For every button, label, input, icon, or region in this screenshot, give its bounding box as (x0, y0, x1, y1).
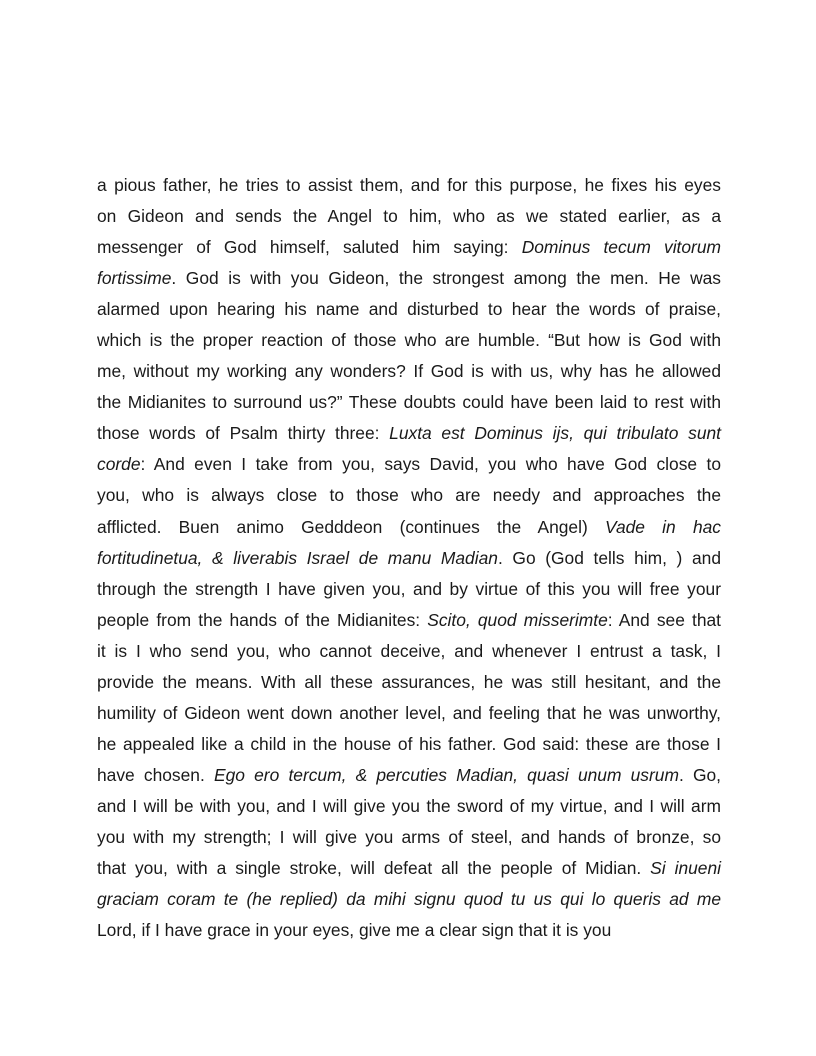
text-line (97, 232, 721, 263)
text-run: alarmed upon hearing his name and disturbed to hear the words of praise, (97, 299, 721, 320)
text-run: and I will be with you, and I will give you the sword of my virtue, and I will arm (97, 795, 721, 816)
text-line (97, 512, 721, 543)
text-run: have chosen. (97, 764, 214, 785)
text-line (97, 729, 721, 760)
text-run: that you, with a single stroke, will defeat all the people of Midian. (97, 858, 651, 879)
text-line (97, 170, 721, 201)
text-line (97, 636, 721, 667)
body-text (97, 170, 721, 946)
text-line (97, 263, 721, 294)
text-run: me, without my working any wonders? If God is with us, why has he allowed (97, 361, 721, 382)
text-run: a pious father, he tries to assist them, and for this purpose, he fixes his eyes (97, 175, 721, 195)
latin-quote: Ego ero tercum, & percuties Madian, quasi unum usrum (214, 764, 679, 785)
text-run: you with my strength; I will give you arms of steel, and hands of bronze, so (97, 826, 721, 847)
text-line (97, 605, 721, 636)
text-line (97, 387, 721, 418)
text-line (97, 418, 721, 449)
latin-quote: fortissime (97, 268, 172, 289)
text-line (97, 667, 721, 698)
text-run: he appealed like a child in the house of his father. God said: these are those I (97, 733, 721, 754)
latin-quote: Scito, quod misserimte (427, 609, 608, 630)
text-line (97, 356, 721, 387)
text-run: people from the hands of the Midianites: (97, 609, 428, 630)
text-line (97, 201, 721, 232)
text-line (97, 574, 721, 605)
text-run: you, who is always close to those who are needy and approaches the (97, 485, 721, 506)
text-line (97, 543, 721, 574)
text-line (97, 294, 721, 325)
text-run: Lord, if I have grace in your eyes, give me a clear sign that it is you (97, 920, 612, 941)
text-run: . Go, (678, 764, 721, 785)
text-line (97, 822, 721, 853)
text-run: through the strength I have given you, and by virtue of this you will free your (97, 578, 721, 599)
text-run: : And see that (607, 609, 722, 630)
text-line (97, 884, 721, 915)
text-run: the Midianites to surround us?” These doubts could have been laid to rest with (97, 392, 721, 413)
latin-quote: graciam coram te (he replied) da mihi signu quod tu us qui lo queris ad me (97, 889, 721, 910)
text-run: . God is with you Gideon, the strongest among the men. He was (171, 268, 721, 289)
text-run: which is the proper reaction of those who are humble. “But how is God with (97, 330, 721, 351)
text-run: provide the means. With all these assurances, he was still hesitant, and the (97, 671, 721, 692)
text-run: on Gideon and sends the Angel to him, who as we stated earlier, as a (97, 206, 721, 227)
text-line (97, 449, 721, 480)
text-line (97, 698, 721, 729)
text-run: messenger of God himself, saluted him saying: (97, 237, 522, 258)
text-run: . Go (God tells him, ) and (497, 547, 721, 568)
text-line (97, 760, 721, 791)
text-line (97, 325, 721, 356)
text-run: those words of Psalm thirty three: (97, 423, 390, 444)
text-run: afflicted. Buen animo Gedddeon (continues the Angel) (97, 516, 605, 537)
text-line (97, 791, 721, 822)
latin-quote: Vade in hac (604, 516, 721, 537)
latin-quote: corde (97, 454, 141, 475)
text-run: humility of Gideon went down another level, and feeling that he was unworthy, (97, 702, 721, 723)
latin-quote: fortitudinetua, & liverabis Israel de manu Madian (97, 547, 498, 568)
text-run: : And even I take from you, says David, you who have God close to (140, 454, 721, 475)
text-line (97, 853, 721, 884)
latin-quote: Dominus tecum vitorum (521, 237, 722, 258)
text-run: it is I who send you, who cannot deceive, and whenever I entrust a task, I (97, 640, 721, 661)
text-line (97, 480, 721, 511)
latin-quote: Si inueni (650, 858, 721, 879)
latin-quote: Luxta est Dominus ijs, qui tribulato sunt (389, 423, 721, 444)
text-line (97, 915, 721, 946)
